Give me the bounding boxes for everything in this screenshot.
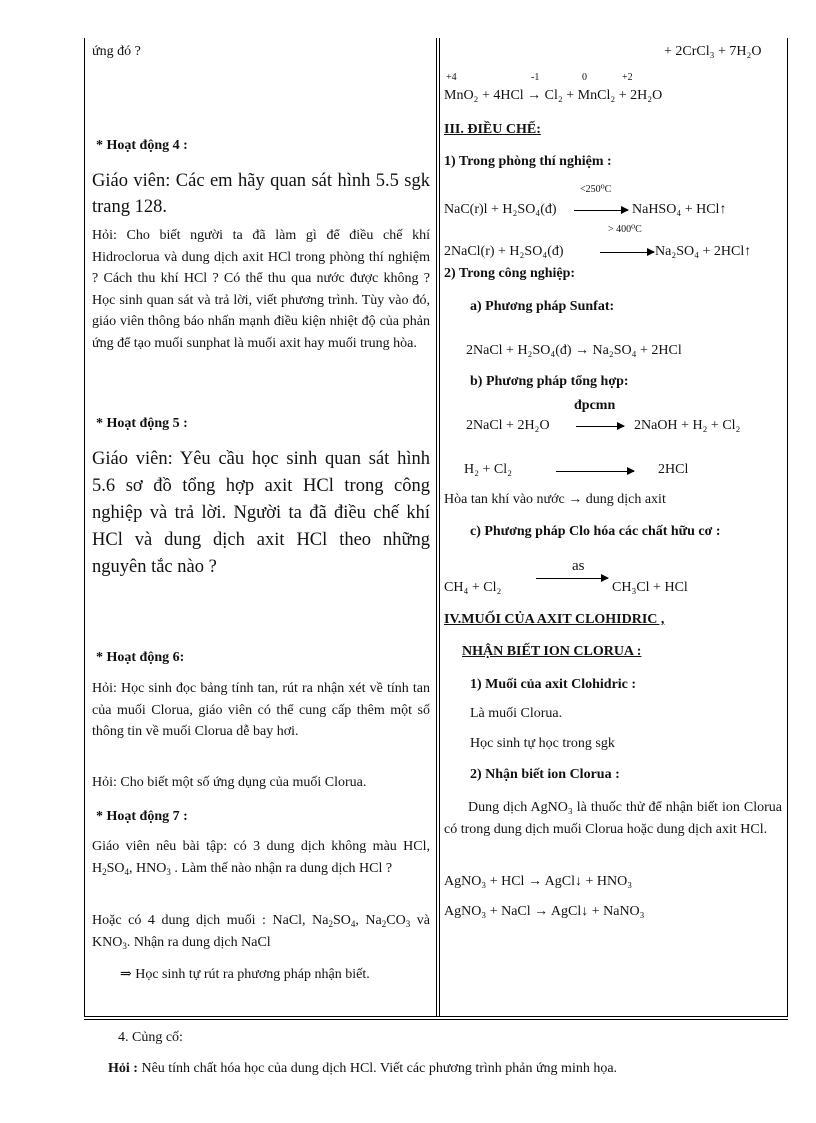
activity-7-text: , HNO	[129, 860, 167, 876]
equation-6-left: CH₄ + Cl₂	[444, 580, 502, 595]
arrow-icon	[600, 252, 654, 253]
equation-5-right: 2HCl	[658, 462, 689, 477]
activity-7-conclusion: ⇒ Học sinh tự rút ra phương pháp nhận biết.	[120, 967, 370, 982]
salt-text-1: Là muối Clorua.	[470, 706, 563, 721]
activity-7-text: CO	[386, 913, 406, 928]
activity-4-title: * Hoạt động 4 :	[96, 138, 188, 153]
activity-7-text: SO	[332, 913, 351, 928]
question-label: Hỏi :	[108, 1061, 138, 1076]
activity-7-text: Hoặc có 4 dung dịch muối : NaCl, Na	[92, 913, 329, 928]
equation-2-right: Na₂SO₄ + 2HCl↑	[655, 244, 752, 259]
activity-7-text: , Na	[355, 913, 382, 928]
activity-7-text: . Nhận ra dung dịch NaCl	[126, 934, 271, 950]
equation-7: AgNO₃ + HCl → AgCl↓ + HNO₃	[444, 874, 633, 889]
equation-1-right: NaHSO₄ + HCl↑	[632, 202, 727, 217]
table-middle-border-double	[439, 38, 440, 1017]
lab-title: 1) Trong phòng thí nghiệm :	[444, 154, 612, 169]
equation-1-left: NaC(r)l + H₂SO₄(đ)	[444, 202, 557, 217]
activity-7-alternative: Hoặc có 4 dung dịch muối : NaCl, $Na_2SO_4$, $Na_2CO_3$ và $KNO_3$. Nhận ra dung dịch NaCl	[92, 913, 431, 951]
activity-6-question-1: Hỏi: Học sinh đọc bảng tính tan, rút ra nhận xét về tính tan của muối Clorua, giáo viên có thể cung cấp thêm một số thông tin về muối Clorua dễ bay hơi.	[92, 681, 430, 739]
activity-5-teacher: Giáo viên: Yêu cầu học sinh quan sát hình 5.6 sơ đồ tổng hợp axit HCl trong công nghiệp và trả lời. Người ta đã điều chế khí HCl và dung dịch axit HCl theo những nguyên tắc nào ?	[92, 449, 430, 577]
condition-label: > 400⁰C	[608, 224, 642, 235]
table-bottom-border-double	[84, 1019, 788, 1020]
table-bottom-border	[84, 1016, 788, 1017]
identify-paragraph: Dung dịch AgNO₃ là thuốc thử để nhận biết ion Clorua có trong dung dịch muối Clorua hoặc dung dịch axit HCl.	[444, 800, 782, 837]
salt-text-2: Học sinh tự học trong sgk	[470, 736, 615, 751]
activity-7-text: . Làm thế nào nhận ra dung dịch HCl ?	[170, 860, 393, 876]
section-4-subtitle: NHẬN BIẾT ION CLORUA :	[462, 644, 642, 659]
equation-4-right: 2NaOH + H₂ + Cl₂	[634, 418, 741, 433]
equation-5-left: H₂ + Cl₂	[464, 462, 512, 477]
table-right-border	[787, 38, 788, 1017]
consolidation-title: 4. Củng cố:	[118, 1030, 183, 1045]
condition-label: đpcmn	[574, 398, 616, 413]
activity-4-question: Hỏi: Cho biết người ta đã làm gì để điều chế khí Hidroclorua và dung dịch axit HCl trong phòng thí nghiệm ? Cách thu khí HCl ? Có thể thu qua nước được không ? Học sinh quan sát và trả lời, viết phương trình. Tùy vào đó, giáo viên thông báo nhấn mạnh điều kiện nhiệt độ của phản ứng để tạo muối sunphat là muối axit hay muối trung hòa.	[92, 228, 430, 351]
equation-3: 2NaCl + H₂SO₄(đ) → Na₂SO₄ + 2HCl	[466, 343, 682, 358]
oxidation-state: +4	[446, 72, 457, 83]
method-c-title: c) Phương pháp Clo hóa các chất hữu cơ :	[470, 524, 721, 539]
arrow-icon	[536, 578, 608, 579]
identify-title: 2) Nhận biết ion Clorua :	[470, 767, 620, 782]
dissolve-text: Hòa tan khí vào nước → dung dịch axit	[444, 492, 666, 507]
equation-4-left: 2NaCl + 2H₂O	[466, 418, 550, 433]
consolidation-question	[108, 1061, 617, 1077]
activity-7-title: * Hoạt động 7 :	[96, 809, 188, 824]
equation-2-left: 2NaCl(r) + H₂SO₄(đ)	[444, 244, 564, 259]
activity-6-question-2: Hỏi: Cho biết một số ứng dụng của muối Clorua.	[92, 775, 367, 790]
activity-7-text: và KNO	[92, 913, 431, 950]
salt-title: 1) Muối của axit Clohidric :	[470, 677, 637, 692]
equation-6-right: CH₃Cl + HCl	[612, 580, 688, 595]
equation-8: AgNO₃ + NaCl → AgCl↓ + NaNO₃	[444, 904, 645, 919]
condition-label: <250⁰C	[580, 184, 612, 195]
activity-7-text: Giáo viên nêu bài tập: có 3 dung dịch không màu HCl, H	[92, 839, 430, 876]
table-middle-border	[436, 38, 437, 1017]
mno2-equation: MnO₂ + 4HCl → Cl₂ + MnCl₂ + 2H₂O	[444, 88, 663, 103]
arrow-icon	[556, 471, 634, 472]
industry-title: 2) Trong công nghiệp:	[444, 266, 576, 281]
section-3-title: III. ĐIỀU CHẾ:	[444, 122, 541, 137]
left-top-text: ứng đó ?	[92, 44, 141, 59]
activity-4-teacher: Giáo viên: Các em hãy quan sát hình 5.5 sgk trang 128.	[92, 171, 430, 217]
method-b-title: b) Phương pháp tổng hợp:	[470, 374, 629, 389]
table-left-border	[84, 38, 85, 1017]
activity-5-title: * Hoạt động 5 :	[96, 416, 188, 431]
oxidation-state: +2	[622, 72, 633, 83]
oxidation-state: 0	[582, 72, 587, 83]
condition-label: as	[572, 558, 585, 574]
top-equation: + 2CrCl₃ + 7H₂O	[664, 44, 762, 59]
arrow-icon	[574, 210, 628, 211]
question-text: Nêu tính chất hóa học của dung dịch HCl. Viết các phương trình phản ứng minh họa.	[141, 1061, 618, 1076]
arrow-icon	[576, 426, 624, 427]
oxidation-state: -1	[531, 72, 540, 83]
activity-6-title: * Hoạt động 6:	[96, 650, 185, 665]
method-a-title: a) Phương pháp Sunfat:	[470, 299, 615, 314]
section-4-title: IV.MUỐI CỦA AXIT CLOHIDRIC ,	[444, 612, 665, 627]
activity-7-exercise: Giáo viên nêu bài tập: có 3 dung dịch không màu HCl, $H_2SO_4$, $HNO_3$ . Làm thế nào nhận ra dung dịch HCl ?	[92, 839, 430, 877]
activity-7-text: SO	[106, 860, 125, 876]
